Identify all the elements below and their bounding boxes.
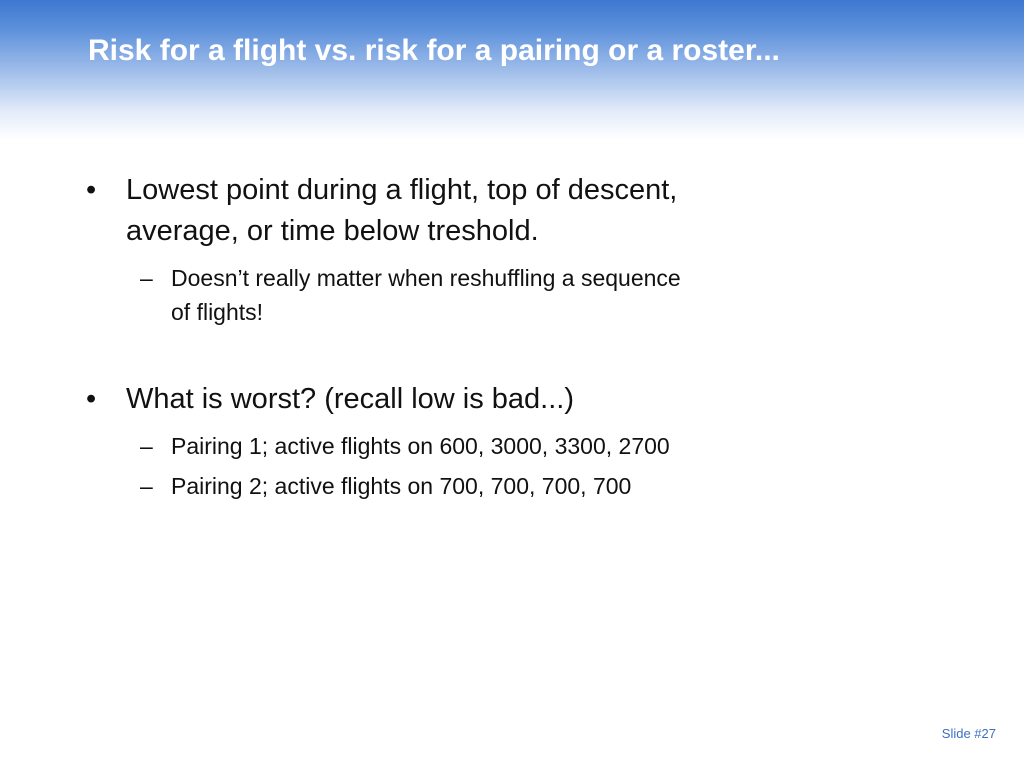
bullet-marker: • [86,383,97,415]
slide-number: Slide #27 [941,726,996,741]
sub-bullet-text: Pairing 2; active flights on 700, 700, 700, 700 [171,473,632,499]
bullet-text: Lowest point during a flight, top of descent, average, or time below treshold. [126,174,678,247]
sub-bullet-item [86,261,686,329]
slide-content [86,170,686,503]
sub-bullet-item [86,429,686,463]
bullet-item [86,379,686,420]
bullet-marker: • [86,174,97,206]
header-band [0,0,1024,140]
sub-bullet-marker: – [140,265,153,291]
bullet-group-1 [86,170,686,329]
sub-bullet-text: Pairing 1; active flights on 600, 3000, 3300, 2700 [171,433,670,459]
sub-bullet-item [86,469,686,503]
sub-bullet-marker: – [140,433,153,459]
bullet-group-2 [86,379,686,503]
bullet-text: What is worst? (recall low is bad...) [126,383,575,415]
sub-bullet-text: Doesn’t really matter when reshuffling a sequence of flights! [171,265,681,325]
slide-title: Risk for a flight vs. risk for a pairing or a roster... [88,34,780,67]
sub-bullet-marker: – [140,473,153,499]
bullet-item [86,170,686,252]
